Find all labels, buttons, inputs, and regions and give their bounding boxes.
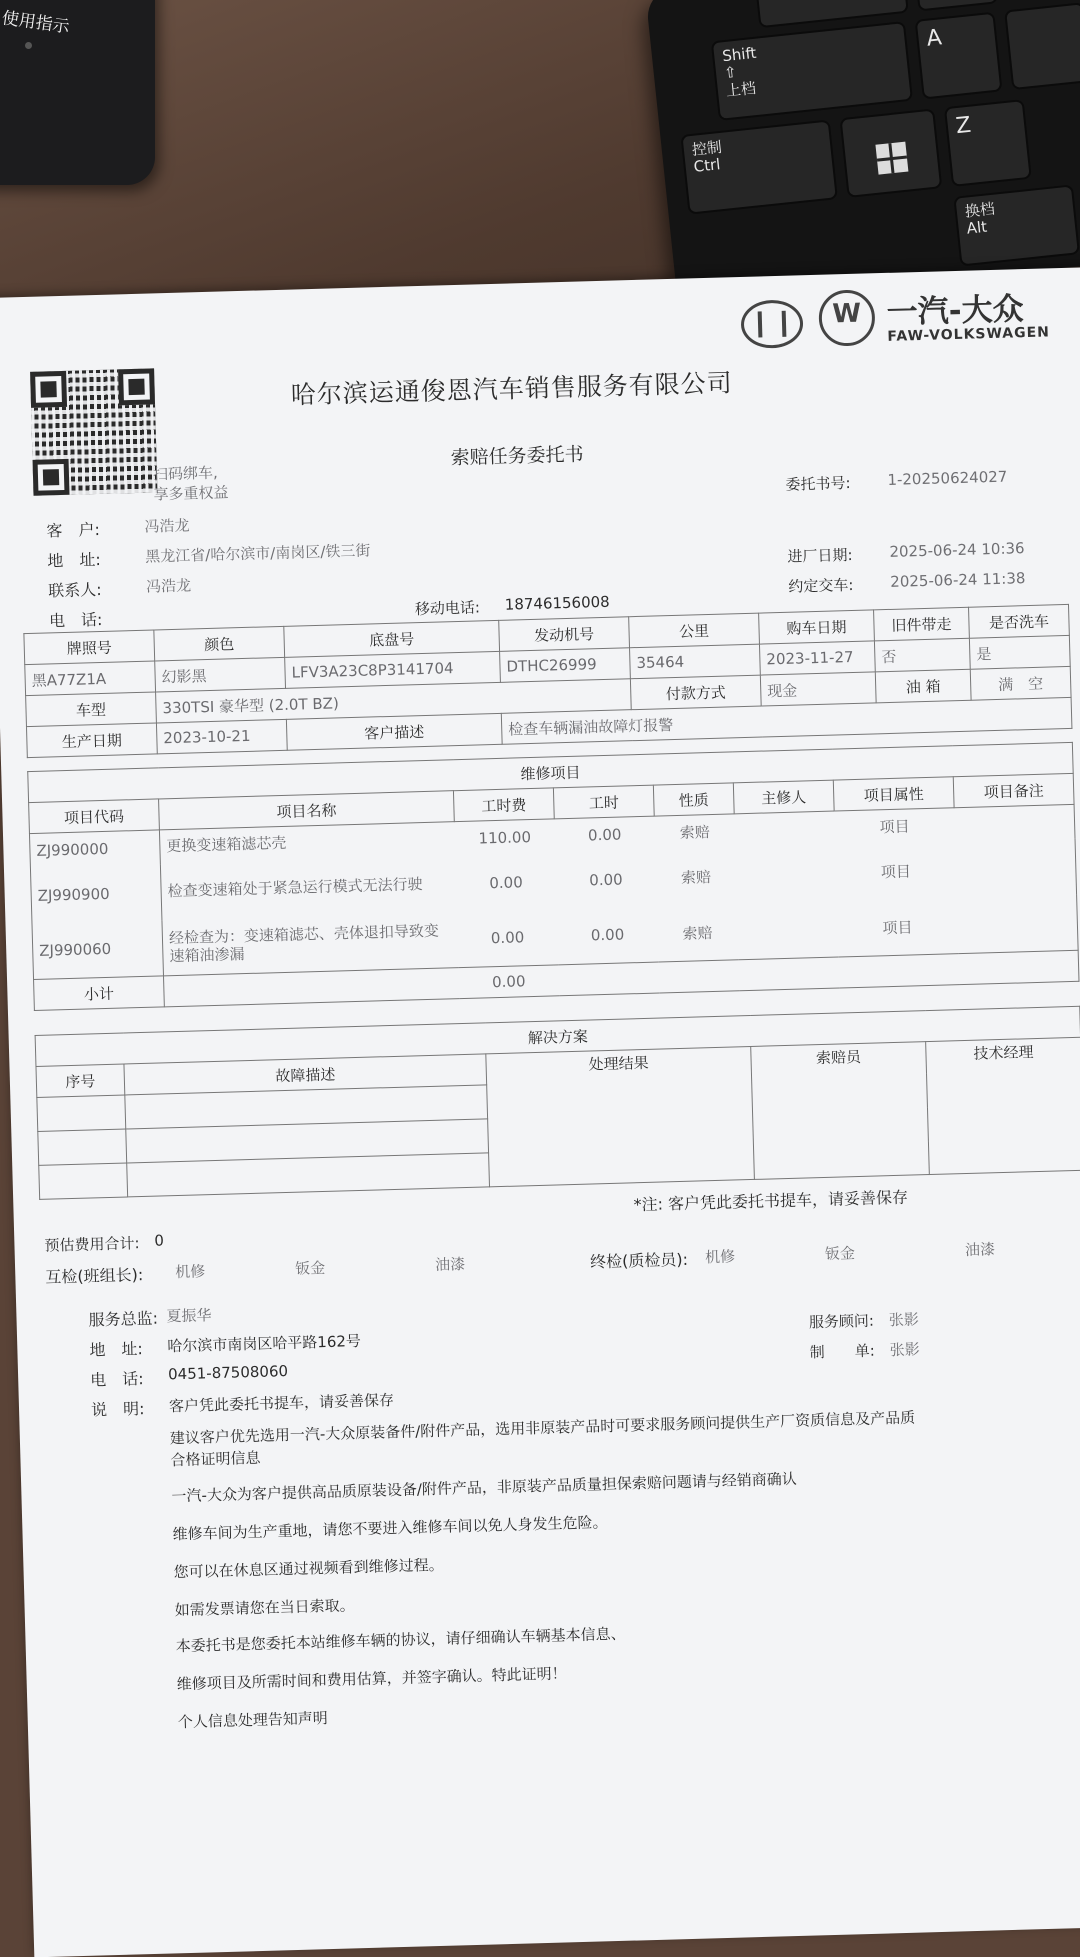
final-trade-paint: 油漆 [964, 1240, 996, 1260]
service-advisor: 张影 [888, 1310, 920, 1330]
shift-key: Shift ⇧ 上档 [711, 21, 913, 121]
vehicle-header: 是否洗车 [969, 604, 1070, 638]
qr-code [30, 368, 157, 495]
key-a: A [915, 12, 1003, 100]
dealer-phone: 0451-87508060 [167, 1362, 289, 1384]
solution-index [38, 1129, 127, 1165]
explanation-line: 一汽-大众为客户提供高品质原装设备/附件产品，非原装产品质量担保索赔问题请与经销商确认 [171, 1469, 798, 1506]
device-led [25, 42, 32, 49]
repair-header: 工时费 [453, 788, 554, 822]
car-wash: 是 [969, 635, 1070, 669]
repair-section-title: 维修项目 [28, 742, 1073, 802]
order-no-label: 委托书号: [785, 473, 851, 494]
repair-hours: 0.00 [587, 825, 622, 845]
customer-label: 客 户: [46, 519, 101, 541]
faw-logo-icon [740, 299, 803, 349]
mutual-trade-paint: 油漆 [434, 1255, 466, 1274]
prepared-by: 张影 [889, 1340, 920, 1360]
explanation-line: 您可以在休息区通过视频看到维修过程。 [173, 1555, 444, 1582]
company-name: 哈尔滨运通俊恩汽车销售服务有限公司 [290, 368, 734, 410]
brand-cn: 一汽-大众 [886, 291, 1025, 331]
repair-header: 性质 [653, 783, 734, 816]
repair-technician [737, 901, 839, 960]
customer-address: 黑龙江省/哈尔滨市/南岗区/铁三街 [145, 541, 371, 566]
service-director: 夏振华 [166, 1306, 212, 1326]
estimate-value: 0 [154, 1231, 165, 1250]
chassis-number: LFV3A23C8P3141704 [285, 651, 501, 688]
vehicle-model: 330TSI 豪华型 (2.0T BZ) [156, 679, 632, 723]
solution-index [37, 1095, 126, 1131]
delivery-date-label: 约定交车: [788, 575, 854, 596]
repair-attribute: 项目 [837, 898, 959, 957]
mutual-check-label: 互检(班组长): [45, 1265, 144, 1287]
repair-fee: 0.00 [457, 909, 559, 968]
repair-header: 项目代码 [29, 799, 160, 834]
repair-name: 经检查为：变速箱滤芯、壳体退扣导致变速箱油渗漏 [162, 912, 458, 976]
repair-header: 项目备注 [953, 773, 1074, 807]
estimate-label: 预估费用合计: [44, 1234, 140, 1255]
customer-description-label: 客户描述 [286, 713, 502, 750]
qr-finder-tl [30, 371, 67, 408]
key-s [1004, 2, 1080, 90]
repair-header: 主修人 [733, 780, 834, 814]
final-check-label: 终检(质检员): [589, 1249, 689, 1272]
explanation-line: 维修项目及所需时间和费用估算，并签字确认。特此证明！ [176, 1664, 567, 1694]
explanation-line: 如需发票请您在当日索取。 [174, 1596, 355, 1620]
repair-header: 工时 [553, 785, 654, 819]
ctrl-key: 控制 Ctrl [680, 119, 838, 214]
service-advisor-label: 服务顾问: [808, 1311, 875, 1332]
repair-header: 项目名称 [159, 791, 455, 830]
key-q [910, 0, 998, 12]
repair-technician [735, 845, 837, 904]
subtotal-value: 0.00 [458, 965, 559, 999]
vehicle-table [23, 604, 1072, 758]
black-device [0, 0, 155, 185]
subtotal-label: 小计 [34, 976, 165, 1011]
repair-hours: 0.00 [557, 906, 659, 965]
repair-remark [955, 838, 1077, 897]
payment-method: 现金 [760, 672, 876, 706]
repair-nature: 索赔 [657, 904, 739, 962]
repair-hours: 0.00 [589, 870, 623, 889]
repair-header: 项目属性 [833, 777, 954, 811]
windows-key [839, 108, 942, 197]
solution-section-title: 解决方案 [35, 1006, 1080, 1066]
repair-code: ZJ990060 [32, 920, 164, 980]
device-label: 使用指示 [0, 8, 71, 38]
vehicle-header: 公里 [629, 613, 760, 648]
qr-caption-1: 扫码绑车, [152, 463, 218, 484]
mutual-trade-repair: 机修 [175, 1262, 206, 1282]
vehicle-header: 旧件带走 [874, 607, 970, 641]
pickup-note: *注: 客户凭此委托书提车，请妥善保存 [633, 1187, 909, 1215]
order-no: 1-20250624027 [887, 467, 1008, 489]
dealer-phone-label: 电 话: [89, 1369, 144, 1390]
dealer-address: 哈尔滨市南岗区哈平路162号 [167, 1331, 362, 1356]
service-director-label: 服务总监: [88, 1308, 159, 1330]
solution-header: 序号 [36, 1064, 125, 1097]
repair-attribute: 项目 [879, 817, 910, 837]
repair-fee: 110.00 [478, 827, 532, 848]
prepared-by-label: 制 单: [809, 1341, 876, 1362]
entry-date-label: 进厂日期: [787, 545, 853, 566]
repair-remark [954, 804, 1075, 841]
repair-code: ZJ990900 [30, 864, 162, 924]
explanation-line: 本委托书是您委托本站维修车辆的协议，请仔细确认车辆基本信息、 [175, 1624, 626, 1656]
payment-label: 付款方式 [630, 675, 761, 710]
take-old-parts: 否 [874, 638, 970, 672]
explanation-line: 个人信息处理告知声明 [177, 1709, 329, 1732]
plate-number: 黑A77Z1A [25, 661, 156, 696]
doc-title: 索赔任务委托书 [450, 443, 584, 470]
repair-items-table [27, 742, 1079, 1011]
solution-header: 技术经理 [926, 1037, 1080, 1174]
repair-remark [957, 894, 1079, 953]
windows-logo-icon [875, 142, 908, 175]
solution-header: 索赔员 [751, 1042, 930, 1180]
vehicle-header: 购车日期 [759, 610, 875, 644]
vehicle-header: 底盘号 [284, 620, 500, 657]
key-z: Z [944, 99, 1032, 187]
contact-label: 联系人: [47, 579, 102, 601]
production-date-label: 生产日期 [26, 723, 157, 758]
explanation-line: 客户凭此委托书提车，请妥善保存 [168, 1391, 395, 1416]
customer-name: 冯浩龙 [144, 516, 190, 536]
solution-header: 故障描述 [124, 1054, 487, 1095]
fuel-tank-label: 油 箱 [875, 669, 971, 703]
customer-description: 检查车辆漏油故障灯报警 [501, 697, 1072, 744]
claim-order-document [0, 267, 1080, 1957]
delivery-date: 2025-06-24 11:38 [890, 569, 1026, 591]
explanation-line: 建议客户优先选用一汽-大众原装备件/附件产品，选用非原装产品时可要求服务顾问提供生产厂资质信息及产品质 [169, 1408, 916, 1448]
address-label: 地 址: [47, 549, 102, 571]
purchase-date: 2023-11-27 [759, 641, 875, 675]
mutual-trade-sheetmetal: 钣金 [294, 1258, 326, 1278]
repair-name: 更换变速箱滤芯壳 [166, 834, 287, 856]
solution-index [39, 1163, 128, 1199]
repair-attribute: 项目 [880, 862, 912, 882]
repair-technician [734, 811, 835, 848]
model-label: 车型 [26, 692, 157, 727]
vw-logo-icon: W [818, 289, 876, 347]
repair-fee: 0.00 [489, 872, 523, 892]
explanation-line: 维修车间为生产重地，请您不要进入维修车间以免人身发生危险。 [172, 1513, 608, 1544]
contact-name: 冯浩龙 [145, 576, 192, 596]
production-date: 2023-10-21 [156, 719, 287, 754]
qr-finder-bl [33, 459, 70, 496]
repair-name: 检查变速箱处于紧急运行模式无法行驶 [167, 875, 423, 901]
keyboard [645, 0, 1080, 308]
brand-en: FAW-VOLKSWAGEN [887, 324, 1051, 345]
phone-label: 电 话: [48, 609, 103, 631]
dealer-address-label: 地 址: [89, 1339, 144, 1360]
mileage: 35464 [630, 644, 761, 679]
qr-caption-2: 享多重权益 [153, 483, 229, 504]
qr-finder-tr [118, 368, 155, 405]
repair-nature: 索赔 [680, 868, 712, 887]
engine-number: DTHC26999 [500, 648, 631, 683]
vehicle-header: 颜色 [154, 626, 285, 661]
repair-code: ZJ990000 [29, 830, 160, 868]
fuel-tank-value: 满 空 [970, 666, 1071, 700]
final-trade-sheetmetal: 钣金 [824, 1244, 856, 1263]
mobile-number: 18746156008 [504, 592, 610, 614]
repair-nature: 索赔 [679, 823, 710, 843]
vehicle-header: 牌照号 [24, 630, 155, 665]
final-trade-repair: 机修 [704, 1247, 736, 1267]
mobile-label: 移动电话: [414, 598, 481, 619]
explanation-line: 合格证明信息 [170, 1448, 261, 1470]
explanation-label: 说 明: [90, 1399, 145, 1420]
alt-key: 换档 Alt [953, 184, 1080, 266]
vehicle-color: 幻影黑 [155, 657, 286, 692]
entry-date: 2025-06-24 10:36 [889, 539, 1025, 561]
vehicle-header: 发动机号 [499, 617, 630, 652]
solution-header: 处理结果 [486, 1046, 755, 1186]
solution-table [35, 1006, 1080, 1200]
